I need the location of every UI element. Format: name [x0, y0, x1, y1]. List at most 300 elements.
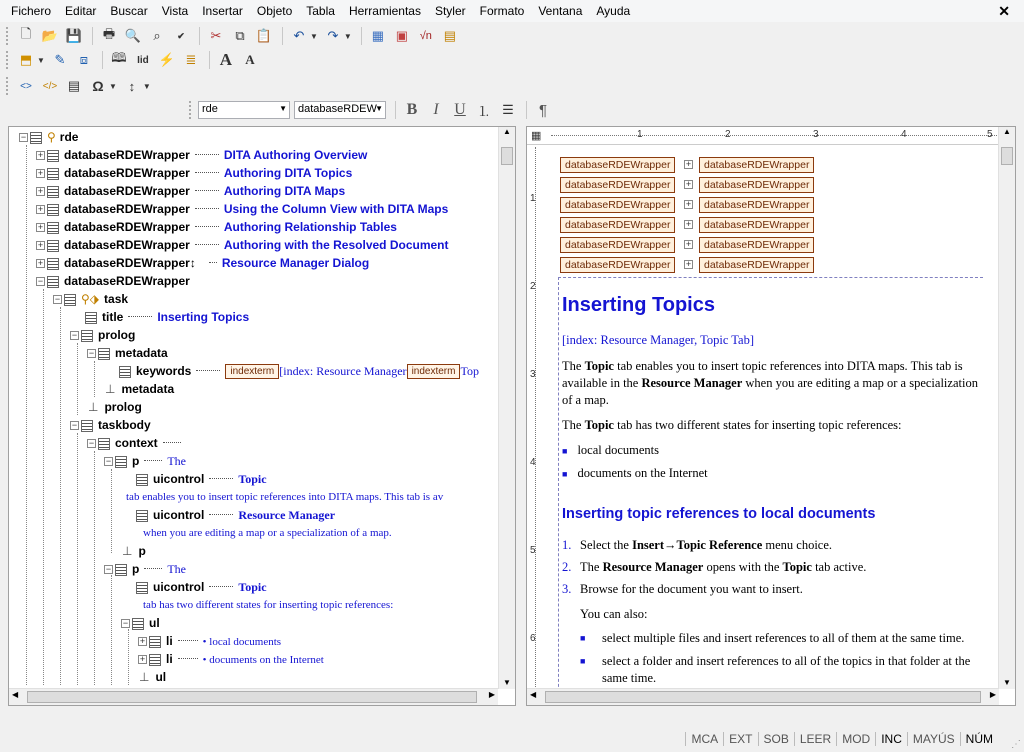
close-document-icon[interactable]: ✕ — [998, 3, 1010, 19]
dotted-leader — [209, 514, 233, 515]
line-spacing-icon[interactable]: ↕ — [128, 78, 136, 94]
ruler-ticks — [535, 147, 536, 689]
expand-icon[interactable]: + — [37, 240, 44, 251]
conref-icon[interactable]: ⚡ — [158, 52, 176, 67]
insert-element-icon[interactable]: ⬒ — [19, 52, 33, 67]
topic-title[interactable]: Inserting Topics — [562, 294, 715, 316]
uicontrol-resource-manager: Resource Manager — [602, 560, 704, 574]
tree-wrapper-row[interactable] — [36, 254, 369, 272]
ruler-number: 4 — [901, 129, 907, 140]
wrapper-end-tag[interactable]: databaseRDEWrapper — [699, 177, 814, 193]
structure-view-pane[interactable] — [8, 126, 516, 706]
copy-icon[interactable]: ⧉ — [235, 28, 245, 43]
scroll-up-icon[interactable]: ▲ — [503, 127, 511, 136]
expand-icon[interactable]: + — [685, 259, 692, 269]
expand-icon[interactable]: + — [685, 199, 692, 209]
tree-line — [43, 289, 44, 685]
metadata-end-label: metadata — [121, 382, 175, 396]
tree-uicontrol-row[interactable] — [136, 470, 267, 488]
element-icon — [149, 654, 161, 666]
separator — [282, 27, 283, 45]
xml-edit-icon[interactable]: </> — [42, 80, 58, 92]
spellcheck-icon[interactable]: ✔ — [177, 30, 185, 41]
collapse-icon[interactable]: − — [54, 294, 61, 305]
status-num: NÚM — [960, 732, 998, 746]
expand-icon[interactable]: + — [139, 654, 146, 665]
context-label: context — [115, 436, 158, 450]
symbol-dropdown-icon[interactable]: ▼ — [109, 81, 117, 91]
tree-text-row[interactable] — [143, 524, 392, 542]
tree-wrapper-row[interactable] — [36, 218, 397, 236]
prolog-end-label: prolog — [104, 400, 142, 414]
element-icon — [47, 150, 59, 162]
menu-fichero[interactable]: Fichero — [11, 4, 52, 18]
text-node: when you are editing a map or a specialization of a map. — [143, 527, 392, 539]
tree-keywords-row[interactable] — [119, 362, 479, 380]
element-icon — [47, 258, 59, 270]
tree-text-row[interactable] — [126, 488, 443, 506]
id-icon[interactable]: Iid — [137, 54, 149, 66]
wrapper-end-tag[interactable]: databaseRDEWrapper — [699, 197, 814, 213]
element-icon — [136, 582, 148, 594]
list-item[interactable] — [562, 630, 982, 653]
element-icon — [47, 168, 59, 180]
uicontrol-label: uicontrol — [153, 508, 205, 522]
xml-tag-icon[interactable]: <> — [20, 80, 32, 92]
tree-wrapper-row[interactable] — [36, 236, 449, 254]
structure-view-icon[interactable]: ▤ — [443, 28, 456, 43]
tree-line — [111, 469, 112, 553]
list-item-text: documents on the Internet — [577, 466, 708, 480]
bullet-icon: ■ — [580, 633, 586, 643]
wrapper-label: databaseRDEWrapper — [64, 148, 190, 162]
tree-task-row[interactable] — [53, 290, 128, 308]
list-item-text: local documents — [577, 443, 660, 457]
step-number: 3. — [562, 582, 572, 596]
tree-uicontrol-row[interactable] — [136, 578, 267, 596]
collapse-icon[interactable]: − — [105, 564, 112, 575]
ruler-number: 1 — [530, 193, 536, 204]
scroll-thumb[interactable] — [1001, 147, 1013, 165]
tree-line — [111, 575, 112, 685]
pilcrow-button[interactable]: ¶ — [538, 101, 548, 119]
redo-dropdown-icon[interactable]: ▼ — [343, 31, 352, 41]
end-tag-icon: ⊥ — [139, 670, 150, 684]
tree-uicontrol-row[interactable] — [136, 506, 335, 524]
text-node: tab has two different states for inserting topic references: — [143, 599, 394, 611]
wrapper-title: Authoring Relationship Tables — [223, 220, 397, 234]
ruler-number: 2 — [530, 281, 536, 292]
change-element-icon[interactable]: ✎ — [54, 52, 66, 67]
tree-taskbody-row[interactable] — [70, 416, 151, 434]
tree-line — [94, 451, 95, 685]
title-text: Inserting Topics — [157, 310, 250, 324]
expand-icon[interactable]: + — [37, 168, 44, 179]
text: The — [562, 359, 585, 373]
separator — [102, 51, 103, 69]
element-icon — [136, 474, 148, 486]
toolbar-grip[interactable] — [6, 77, 11, 95]
li-label: li — [166, 652, 173, 666]
collapse-icon[interactable]: − — [88, 438, 95, 449]
li-label: li — [166, 634, 173, 648]
style-combo[interactable] — [294, 101, 386, 119]
element-icon — [98, 348, 110, 360]
dotted-leader — [209, 478, 233, 479]
expand-icon[interactable]: + — [139, 636, 146, 647]
tree-context-row[interactable] — [87, 434, 186, 452]
collapse-icon[interactable]: − — [71, 420, 78, 431]
scroll-thumb[interactable] — [501, 147, 513, 165]
collapse-icon[interactable]: − — [88, 348, 95, 359]
dotted-leader — [196, 370, 220, 371]
scroll-up-icon[interactable]: ▲ — [1003, 127, 1011, 136]
separator — [361, 27, 362, 45]
list-item[interactable] — [562, 442, 982, 465]
equation-icon[interactable]: √n — [419, 30, 432, 42]
scroll-thumb[interactable] — [27, 691, 477, 703]
scroll-thumb[interactable] — [545, 691, 981, 703]
li-text: • local documents — [202, 636, 282, 648]
uicontrol-topic: Topic — [782, 560, 812, 574]
wrapper-title: Resource Manager Dialog — [221, 256, 370, 270]
text: tab enables you to insert topic references into DITA maps. This tab is available in the — [562, 359, 963, 390]
dotted-leader — [195, 244, 219, 245]
wrapper-end-tag[interactable]: databaseRDEWrapper — [699, 157, 814, 173]
uicontrol-label: uicontrol — [153, 472, 205, 486]
decrease-font-icon[interactable]: A — [245, 52, 255, 67]
left-horizontal-scrollbar[interactable] — [9, 688, 498, 705]
ul-label: ul — [149, 616, 160, 630]
right-horizontal-scrollbar[interactable] — [527, 688, 999, 705]
wrapper-label: databaseRDEWrapper — [64, 256, 190, 270]
menu-buscar[interactable]: Buscar — [110, 4, 148, 18]
document-view-pane[interactable] — [526, 126, 1016, 706]
bulleted-list-icon[interactable]: ☰ — [502, 102, 514, 117]
step-note[interactable]: You can also: — [580, 607, 648, 621]
tree-metadata-end-row[interactable] — [105, 380, 174, 398]
text: The — [580, 560, 603, 574]
resize-grip-icon[interactable]: ⋰ — [1011, 739, 1021, 750]
collapse-icon[interactable]: − — [20, 132, 27, 143]
ruler-number: 3 — [813, 129, 819, 140]
list-item[interactable] — [562, 653, 982, 687]
wrap-element-icon[interactable]: ⧈ — [79, 52, 89, 67]
redo-icon[interactable]: ↷ — [327, 28, 339, 43]
insert-element-dropdown-icon[interactable]: ▼ — [37, 55, 45, 65]
text: Browse for the document you want to insert. — [580, 582, 803, 596]
ruler-number: 1 — [637, 129, 643, 140]
tree-ul-row[interactable] — [121, 614, 160, 632]
indexterm-tag[interactable]: indexterm — [225, 364, 279, 379]
tree-prolog-end-row[interactable] — [88, 398, 142, 416]
element-icon — [98, 438, 110, 450]
element-icon — [136, 510, 148, 522]
paste-icon[interactable]: 📋 — [255, 28, 273, 43]
cut-icon[interactable]: ✂ — [210, 28, 222, 43]
index-line[interactable] — [562, 332, 982, 349]
styles-icon[interactable]: ≣ — [185, 52, 197, 67]
menu-insertar[interactable]: Insertar — [202, 4, 243, 18]
paragraph[interactable] — [562, 358, 982, 409]
topic-content[interactable] — [558, 277, 983, 702]
attributes-icon[interactable]: 🕮 — [111, 50, 127, 65]
ruler-number: 6 — [530, 633, 536, 644]
tree-text-row[interactable] — [143, 596, 393, 614]
wrapper-end-tag[interactable]: databaseRDEWrapper — [699, 217, 814, 233]
tree-li-row[interactable] — [138, 632, 281, 650]
toolbar-grip[interactable] — [6, 51, 11, 69]
italic-button[interactable]: I — [433, 101, 439, 118]
new-document-icon[interactable]: 🗋 — [20, 26, 32, 41]
separator — [92, 27, 93, 45]
spacing-dropdown-icon[interactable]: ▼ — [142, 81, 151, 91]
uicontrol-resource-manager: Resource Manager — [641, 376, 743, 390]
expand-icon[interactable]: + — [685, 159, 692, 169]
wrapper-start-tag[interactable]: databaseRDEWrapper — [560, 157, 675, 173]
element-icon — [85, 312, 97, 324]
processing-instruction-icon[interactable]: ▤ — [67, 78, 81, 93]
menu-editar[interactable]: Editar — [65, 4, 97, 18]
find-icon[interactable]: ⌕ — [153, 28, 161, 43]
toolbar-grip[interactable] — [6, 27, 11, 45]
element-icon — [47, 222, 59, 234]
element-combo-value: rde — [202, 103, 218, 115]
expand-icon[interactable]: + — [37, 150, 44, 161]
status-leer: LEER — [794, 732, 836, 746]
horizontal-ruler[interactable] — [527, 127, 999, 145]
tree-wrapper-row[interactable] — [36, 200, 448, 218]
end-tag-icon: ⊥ — [122, 544, 133, 558]
element-icon — [47, 186, 59, 198]
step-number: 1. — [562, 538, 572, 552]
expand-icon[interactable]: + — [37, 186, 44, 197]
scroll-down-icon[interactable]: ▼ — [1003, 678, 1011, 687]
wrapper-label: databaseRDEWrapper — [64, 274, 190, 288]
tree-p-row[interactable] — [104, 452, 186, 470]
tree-metadata-row[interactable] — [87, 344, 168, 362]
undo-icon[interactable]: ↶ — [293, 28, 305, 43]
menu-ventana[interactable]: Ventana — [538, 4, 583, 18]
scroll-left-icon[interactable]: ◀ — [12, 690, 19, 699]
wrapper-label: databaseRDEWrapper — [64, 166, 190, 180]
print-icon[interactable]: 🖶 — [102, 26, 116, 41]
p-end-label: p — [138, 544, 146, 558]
list-item-text: select multiple files and insert references to all of them at the same time. — [602, 631, 965, 645]
dotted-leader — [128, 316, 152, 317]
text: menu choice. — [762, 538, 833, 552]
separator — [209, 51, 210, 69]
tree-title-row[interactable] — [85, 308, 249, 326]
list-item-text: select a folder and insert references to all of the topics in that folder at the same time. — [602, 654, 971, 685]
dotted-leader — [209, 586, 233, 587]
step[interactable] — [562, 559, 982, 581]
tree-line — [26, 145, 27, 685]
element-icon — [115, 564, 127, 576]
bullet-list[interactable] — [562, 442, 982, 488]
expand-icon[interactable]: + — [685, 239, 692, 249]
menu-vista[interactable]: Vista — [161, 4, 189, 18]
menu-bar — [0, 0, 1024, 22]
element-icon — [30, 132, 42, 144]
insert-image-icon[interactable]: ▣ — [395, 28, 408, 43]
save-icon[interactable]: 💾 — [65, 28, 83, 43]
element-icon — [132, 618, 144, 630]
element-icon — [47, 240, 59, 252]
dotted-leader — [195, 208, 219, 209]
table-icon[interactable]: ▦ — [371, 28, 384, 43]
p-text: The — [167, 562, 186, 576]
element-icon — [149, 636, 161, 648]
menu-formato[interactable]: Formato — [479, 4, 525, 18]
uicontrol-topic: Topic — [584, 418, 614, 432]
steps-list[interactable] — [562, 537, 982, 687]
wrapper-end-tag[interactable]: databaseRDEWrapper — [699, 257, 814, 273]
keywords-text: [index: Resource Manager — [279, 364, 407, 378]
wrapper-label: databaseRDEWrapper — [64, 220, 190, 234]
scroll-down-icon[interactable]: ▼ — [503, 678, 511, 687]
task-key-icon: ⚲⬗ — [81, 292, 100, 306]
tree-line — [60, 307, 61, 685]
text: opens with the — [703, 560, 783, 574]
dotted-leader — [209, 262, 217, 263]
ruler-ticks — [551, 135, 999, 136]
collapse-icon[interactable]: − — [122, 618, 129, 629]
expand-icon[interactable]: + — [37, 204, 44, 215]
expand-icon[interactable]: + — [685, 179, 692, 189]
open-folder-icon[interactable]: 📂 — [41, 28, 59, 43]
element-icon — [115, 456, 127, 468]
uicontrol-text: Resource Manager — [238, 508, 336, 522]
menu-tabla[interactable]: Tabla — [306, 4, 335, 18]
wrapper-start-tag[interactable]: databaseRDEWrapper — [560, 257, 675, 273]
tree-li-row[interactable] — [138, 650, 324, 668]
text: tab active. — [811, 560, 867, 574]
ruler-number: 2 — [725, 129, 731, 140]
bullet-icon: ■ — [580, 656, 586, 666]
step-number: 2. — [562, 560, 572, 574]
scroll-right-icon[interactable]: ▶ — [488, 690, 495, 699]
separator — [199, 27, 200, 45]
dotted-leader — [195, 226, 219, 227]
end-tag-icon: ⊥ — [105, 382, 116, 396]
taskbody-label: taskbody — [98, 418, 151, 432]
dotted-leader — [144, 568, 162, 569]
expand-icon[interactable]: + — [685, 219, 692, 229]
step[interactable] — [562, 537, 982, 559]
tree-p-row[interactable] — [104, 560, 186, 578]
wrapper-title: DITA Authoring Overview — [223, 148, 368, 162]
dotted-leader — [144, 460, 162, 461]
scroll-right-icon[interactable]: ▶ — [989, 690, 996, 699]
tree-p-end-row[interactable] — [122, 542, 146, 560]
end-tag-icon: ⊥ — [88, 400, 99, 414]
indexterm-tag[interactable]: indexterm — [407, 364, 461, 379]
menu-styler[interactable]: Styler — [434, 4, 466, 18]
p-label: p — [132, 454, 140, 468]
list-item[interactable] — [562, 465, 982, 488]
tree-root[interactable] — [19, 128, 78, 146]
ul-end-label: ul — [155, 670, 167, 684]
wrapper-start-tag[interactable]: databaseRDEWrapper — [560, 217, 675, 233]
dotted-leader — [195, 172, 219, 173]
status-ext: EXT — [723, 732, 757, 746]
tree-line — [94, 361, 95, 397]
format-toolbar — [183, 98, 556, 122]
paragraph[interactable] — [562, 417, 982, 434]
menu-objeto[interactable]: Objeto — [256, 4, 293, 18]
tree-ul-end-row[interactable] — [139, 668, 166, 686]
tree-wrapper-row[interactable] — [36, 272, 190, 290]
tree-line — [77, 343, 78, 415]
menu-herramientas[interactable]: Herramientas — [348, 4, 421, 18]
keywords-label: keywords — [136, 364, 192, 378]
wrapper-start-tag[interactable]: databaseRDEWrapper — [560, 237, 675, 253]
status-sob: SOB — [758, 732, 794, 746]
wrapper-start-tag[interactable]: databaseRDEWrapper — [560, 197, 675, 213]
tree-wrapper-row[interactable] — [36, 164, 352, 182]
p-label: p — [132, 562, 140, 576]
tree-wrapper-row[interactable] — [36, 182, 345, 200]
menu-choice: Insert→Topic Reference — [632, 538, 763, 552]
vertical-ruler[interactable] — [527, 147, 545, 689]
wrapper-label: databaseRDEWrapper — [64, 184, 190, 198]
resize-cursor-icon: ↕ — [189, 256, 196, 270]
expand-icon[interactable]: + — [37, 222, 44, 233]
step[interactable] — [562, 581, 982, 606]
tree-prolog-row[interactable] — [70, 326, 135, 344]
toolbar-grip[interactable] — [189, 101, 194, 119]
section-heading[interactable]: Inserting topic references to local documents — [562, 506, 876, 522]
right-vertical-scrollbar[interactable] — [998, 127, 1015, 689]
insert-toolbar — [0, 74, 155, 98]
ruler-number: 4 — [530, 457, 536, 468]
dotted-leader — [195, 154, 219, 155]
collapse-icon[interactable]: − — [105, 456, 112, 467]
text: when you are editing a map or a specialization of a map. — [562, 376, 978, 407]
dotted-leader — [195, 190, 219, 191]
menu-ayuda[interactable]: Ayuda — [596, 4, 631, 18]
bold-button[interactable]: B — [406, 101, 418, 118]
element-icon — [119, 366, 131, 378]
wrapper-title: Authoring DITA Topics — [223, 166, 353, 180]
wrapper-label: databaseRDEWrapper — [64, 238, 190, 252]
print-preview-icon[interactable]: 🔍 — [124, 28, 142, 43]
tree-wrapper-row[interactable] — [36, 146, 367, 164]
wrapper-start-tag[interactable]: databaseRDEWrapper — [560, 177, 675, 193]
bullet-icon: ■ — [562, 446, 568, 456]
ruler-number: 3 — [530, 369, 536, 380]
status-mod: MOD — [836, 732, 875, 746]
wrapper-end-tag[interactable]: databaseRDEWrapper — [699, 237, 814, 253]
expand-icon[interactable]: + — [37, 258, 44, 269]
left-vertical-scrollbar[interactable] — [498, 127, 515, 689]
element-icon — [47, 276, 59, 288]
undo-dropdown-icon[interactable]: ▼ — [310, 31, 318, 41]
numbered-list-icon[interactable]: ⒈ — [477, 103, 491, 119]
underline-button[interactable]: U — [454, 101, 466, 118]
tree-line — [77, 433, 78, 685]
increase-font-icon[interactable]: A — [219, 50, 233, 69]
collapse-icon[interactable]: − — [37, 276, 44, 287]
separator — [395, 101, 396, 119]
uicontrol-text: Topic — [238, 580, 267, 594]
scroll-left-icon[interactable]: ◀ — [530, 690, 537, 699]
collapse-icon[interactable]: − — [71, 330, 78, 341]
omega-symbol-icon[interactable]: Ω — [92, 78, 104, 94]
wrapper-label: databaseRDEWrapper — [64, 202, 190, 216]
element-combo[interactable] — [198, 101, 290, 119]
